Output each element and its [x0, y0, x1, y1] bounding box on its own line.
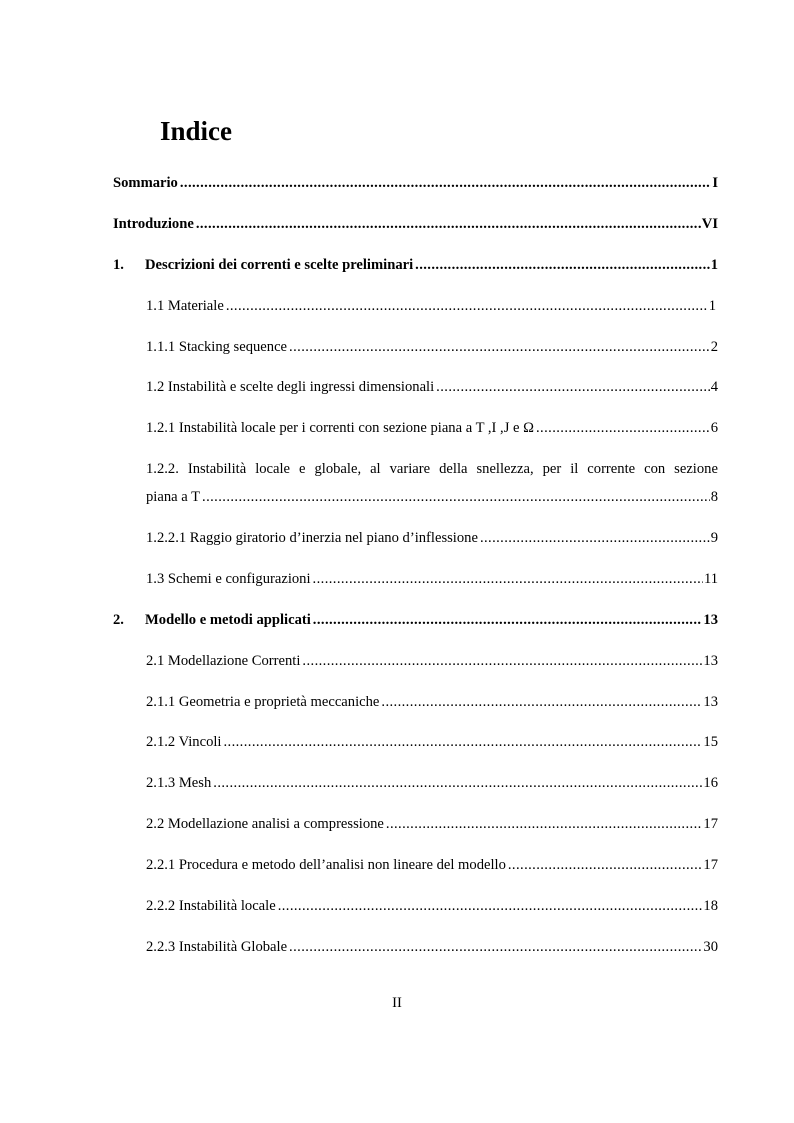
- toc-entry-label: 2.1.3 Mesh: [146, 775, 212, 791]
- toc-entry-label: [113, 611, 311, 629]
- toc-leader-dots: [213, 774, 702, 792]
- toc-entry-page: VI: [701, 216, 718, 232]
- toc-entry-label: Sommario: [113, 175, 178, 191]
- toc-word: della: [439, 461, 468, 477]
- toc-chapter-title: Modello e metodi applicati: [145, 612, 311, 628]
- toc-word: snellezza,: [476, 461, 534, 477]
- toc-leader-dots: [313, 570, 703, 588]
- toc-leader-dots: [289, 338, 710, 356]
- toc-leader-dots: [226, 297, 708, 315]
- toc-chapter-number: 1.: [113, 257, 124, 273]
- toc-entry-label: Introduzione: [113, 216, 194, 232]
- toc-word: locale: [255, 461, 291, 477]
- toc-entry-sommario[interactable]: [113, 174, 718, 192]
- toc-leader-dots: [289, 938, 702, 956]
- toc-entry-label: 2.2 Modellazione analisi a compressione: [146, 816, 384, 832]
- toc-entry-label: 2.1.2 Vincoli: [146, 734, 222, 750]
- toc-word: per: [542, 461, 562, 477]
- toc-chapter-number: 2.: [113, 612, 124, 628]
- toc-word: variare: [389, 461, 431, 477]
- toc-entry-2-1-1[interactable]: [146, 693, 718, 711]
- toc-word: globale,: [314, 461, 362, 477]
- toc-word: e: [299, 461, 306, 477]
- toc-word: Instabilità: [187, 461, 247, 477]
- toc-entry-page: 1: [708, 298, 716, 314]
- toc-entry-label: 2.2.2 Instabilità locale: [146, 898, 276, 914]
- toc-entry-page: 13: [703, 694, 718, 710]
- toc-entry-label: 1.1.1 Stacking sequence: [146, 339, 288, 355]
- toc-entry-label: 2.2.1 Procedura e metodo dell’analisi non lineare del modello: [146, 857, 506, 873]
- toc-word: al: [370, 461, 381, 477]
- toc-word: sezione: [674, 461, 718, 477]
- toc-entry-page: I: [712, 175, 718, 191]
- toc-leader-dots: [278, 897, 703, 915]
- toc-entry-page: 4: [710, 379, 718, 395]
- toc-entry-page: 30: [703, 939, 718, 955]
- toc-entry-label: 1.1 Materiale: [146, 298, 224, 314]
- toc-leader-dots: [536, 419, 710, 437]
- toc-leader-dots: [386, 815, 703, 833]
- toc-entry-page: 17: [703, 816, 718, 832]
- toc-entry-page: 17: [703, 857, 718, 873]
- toc-entry-2-2[interactable]: [146, 815, 718, 833]
- toc-entry-page: 18: [703, 898, 718, 914]
- toc-entry-label: 1.2.1 Instabilità locale per i correnti con sezione piana a T ,I ,J e Ω: [146, 420, 534, 436]
- toc-leader-dots: [202, 488, 710, 506]
- toc-chapter-title: Descrizioni dei correnti e scelte preliminari: [145, 257, 414, 273]
- toc-leader-dots: [313, 611, 703, 629]
- toc-entry-2-1[interactable]: [146, 652, 718, 670]
- toc-leader-dots: [381, 693, 702, 711]
- toc-entry-2-2-3[interactable]: [146, 938, 718, 956]
- toc-entry-2-2-1[interactable]: [146, 856, 718, 874]
- toc-entry-introduzione[interactable]: [113, 215, 718, 233]
- toc-entry-2-1-2[interactable]: [146, 733, 718, 751]
- toc-entry-1-1[interactable]: [146, 297, 716, 315]
- toc-entry-1-2-1[interactable]: [146, 419, 718, 437]
- toc-chapter-1[interactable]: [113, 256, 718, 274]
- toc-entry-page: 9: [710, 530, 718, 546]
- footer-page-number: II: [392, 995, 402, 1011]
- toc-entry-label: 2.1 Modellazione Correnti: [146, 653, 301, 669]
- toc-leader-dots: [196, 215, 701, 233]
- toc-leader-dots: [415, 256, 710, 274]
- toc-entry-page: 8: [710, 489, 718, 505]
- toc-entry-label: 2.2.3 Instabilità Globale: [146, 939, 288, 955]
- toc-leader-dots: [180, 174, 711, 192]
- toc-entry-2-1-3[interactable]: [146, 774, 718, 792]
- toc-word: con: [644, 461, 666, 477]
- toc-entry-label: 1.2.2.1 Raggio giratorio d’inerzia nel piano d’inflessione: [146, 530, 478, 546]
- toc-entry-page: 2: [710, 339, 718, 355]
- toc-entry-page: 11: [703, 571, 718, 587]
- toc-leader-dots: [508, 856, 703, 874]
- toc-entry-1-3[interactable]: [146, 570, 718, 588]
- toc-entry-1-2-2-1[interactable]: [146, 529, 718, 547]
- toc-word: corrente: [587, 461, 636, 477]
- toc-leader-dots: [302, 652, 702, 670]
- toc-leader-dots: [436, 378, 710, 396]
- toc-entry-label: piana a T: [146, 489, 201, 505]
- toc-entry-label: 1.3 Schemi e configurazioni: [146, 571, 311, 587]
- toc-entry-page: 6: [710, 420, 718, 436]
- toc-word: 1.2.2.: [146, 461, 179, 477]
- toc-leader-dots: [480, 529, 710, 547]
- toc-entry-page: 13: [703, 653, 718, 669]
- toc-entry-page: 15: [703, 734, 718, 750]
- toc-entry-1-1-1[interactable]: [146, 338, 718, 356]
- toc-entry-page: 1: [710, 257, 718, 273]
- toc-leader-dots: [223, 733, 702, 751]
- toc-word: il: [570, 461, 579, 477]
- page-title: Indice: [160, 116, 233, 146]
- toc-entry-label: 2.1.1 Geometria e proprietà meccaniche: [146, 694, 380, 710]
- toc-entry-2-2-2[interactable]: [146, 897, 718, 915]
- toc-entry-1-2[interactable]: [146, 378, 718, 396]
- toc-chapter-2[interactable]: [113, 611, 718, 629]
- toc-entry-label: [113, 256, 413, 274]
- toc-entry-label: 1.2 Instabilità e scelte degli ingressi dimensionali: [146, 379, 435, 395]
- toc-entry-page: 16: [703, 775, 718, 791]
- toc-entry-1-2-2-line2[interactable]: [146, 488, 718, 506]
- toc-entry-1-2-2-line1[interactable]: [146, 460, 718, 478]
- toc-entry-page: 13: [703, 612, 718, 628]
